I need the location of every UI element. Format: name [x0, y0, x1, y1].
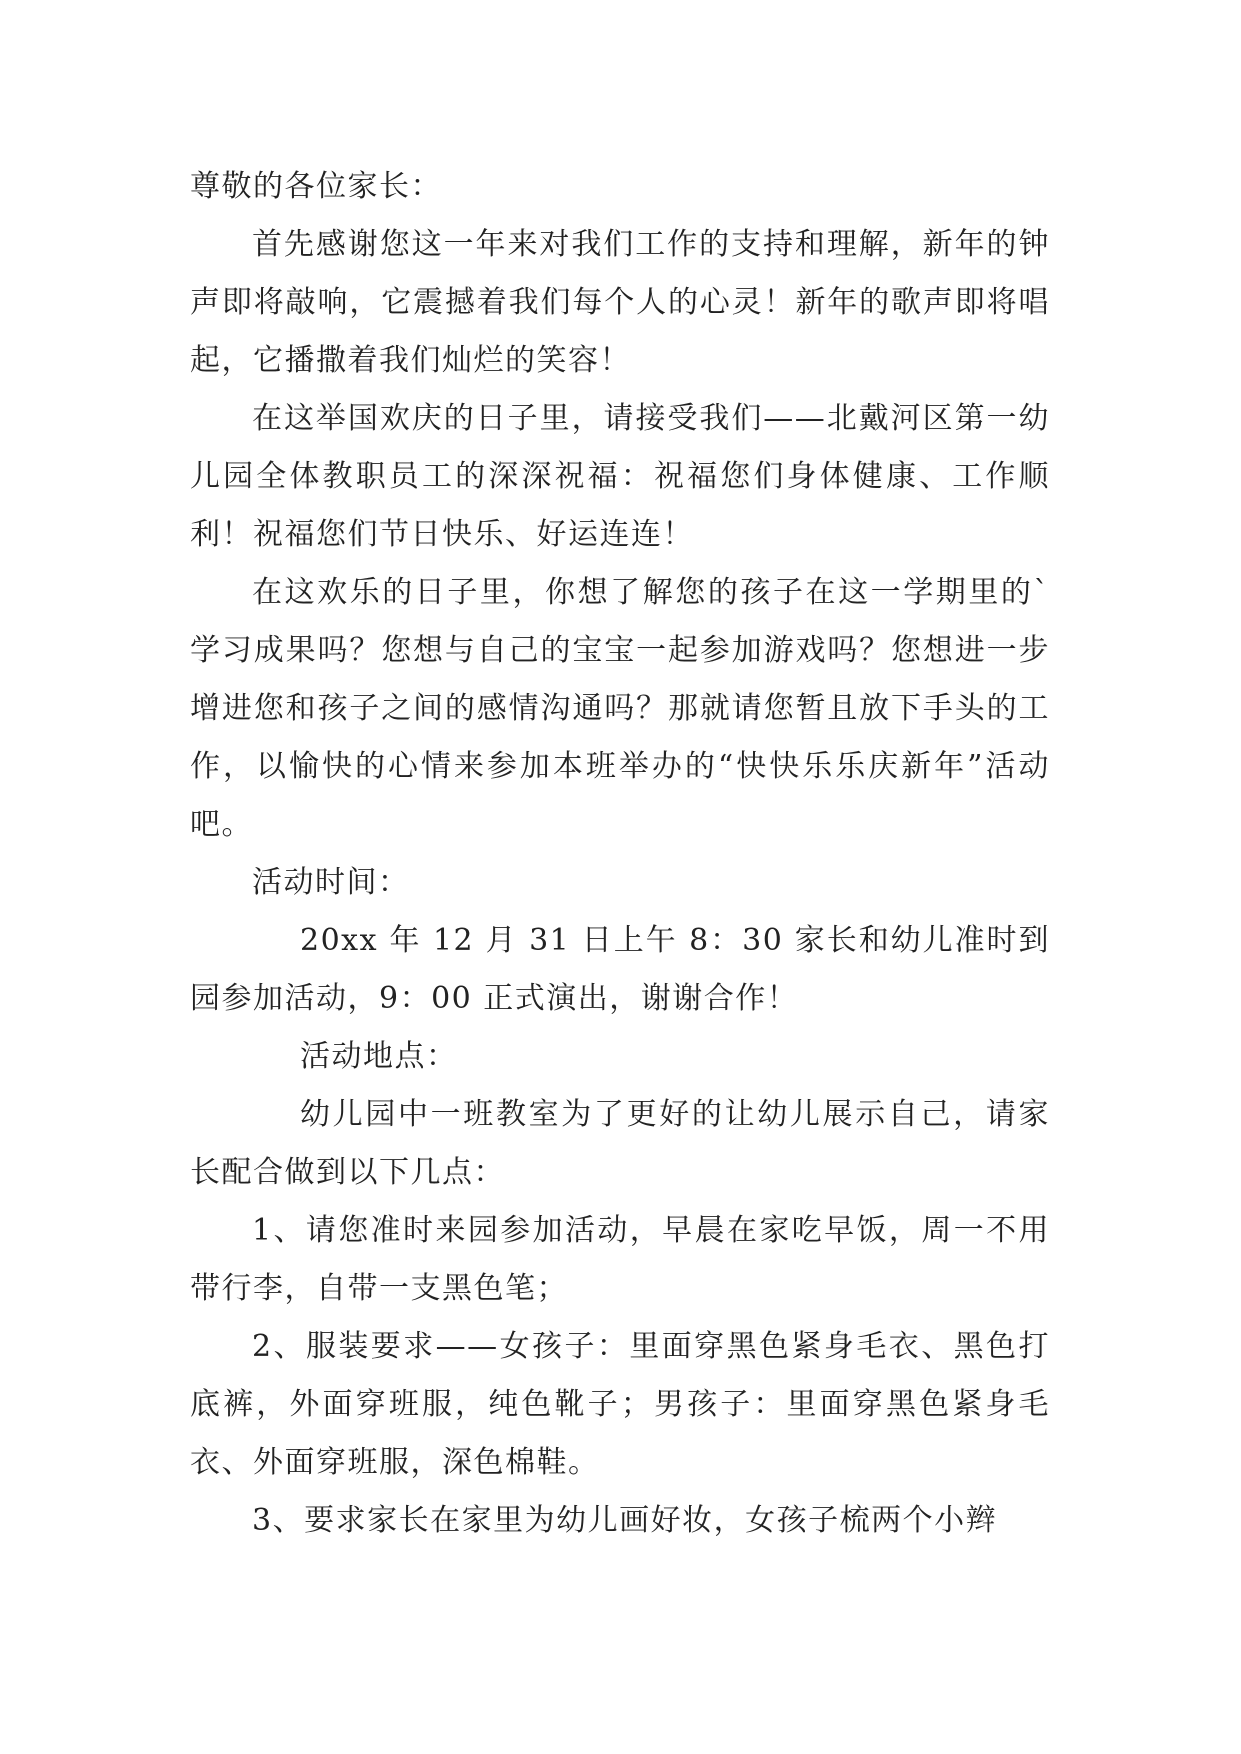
- paragraph-invitation: 在这欢乐的日子里，你想了解您的孩子在这一学期里的`学习成果吗？您想与自己的宝宝一起参加游戏吗？您想进一步增进您和孩子之间的感情沟通吗？那就请您暂且放下手头的工作，以愉快的心情来参加本班举办的“快快乐乐庆新年”活动吧。: [190, 575, 1050, 842]
- paragraph-blessing: 在这举国欢庆的日子里，请接受我们——北戴河区第一幼儿园全体教职员工的深深祝福：祝福您们身体健康、工作顺利！祝福您们节日快乐、好运连连！: [190, 401, 1050, 552]
- paragraph-thanks: 首先感谢您这一年来对我们工作的支持和理解，新年的钟声即将敲响，它震撼着我们每个人的心灵！新年的歌声即将唱起，它播撒着我们灿烂的笑容！: [190, 227, 1050, 378]
- activity-time-detail: 20xx 年 12 月 31 日上午 8：30 家长和幼儿准时到园参加活动，9：00 正式演出，谢谢合作！: [190, 923, 1050, 1016]
- activity-location-label: 活动地点：: [300, 1039, 458, 1074]
- salutation: 尊敬的各位家长：: [190, 169, 442, 204]
- activity-time-label: 活动时间：: [252, 865, 410, 900]
- requirement-item-1: 1、请您准时来园参加活动，早晨在家吃早饭，周一不用带行李，自带一支黑色笔；: [190, 1213, 1050, 1306]
- activity-location-detail: 幼儿园中一班教室为了更好的让幼儿展示自己，请家长配合做到以下几点：: [190, 1097, 1050, 1190]
- requirement-item-3: 3、要求家长在家里为幼儿画好妆，女孩子梳两个小辫: [252, 1503, 998, 1538]
- requirement-item-2: 2、服装要求——女孩子：里面穿黑色紧身毛衣、黑色打底裤，外面穿班服，纯色靴子；男孩子：里面穿黑色紧身毛衣、外面穿班服，深色棉鞋。: [190, 1329, 1050, 1480]
- letter-body: [190, 158, 1050, 1550]
